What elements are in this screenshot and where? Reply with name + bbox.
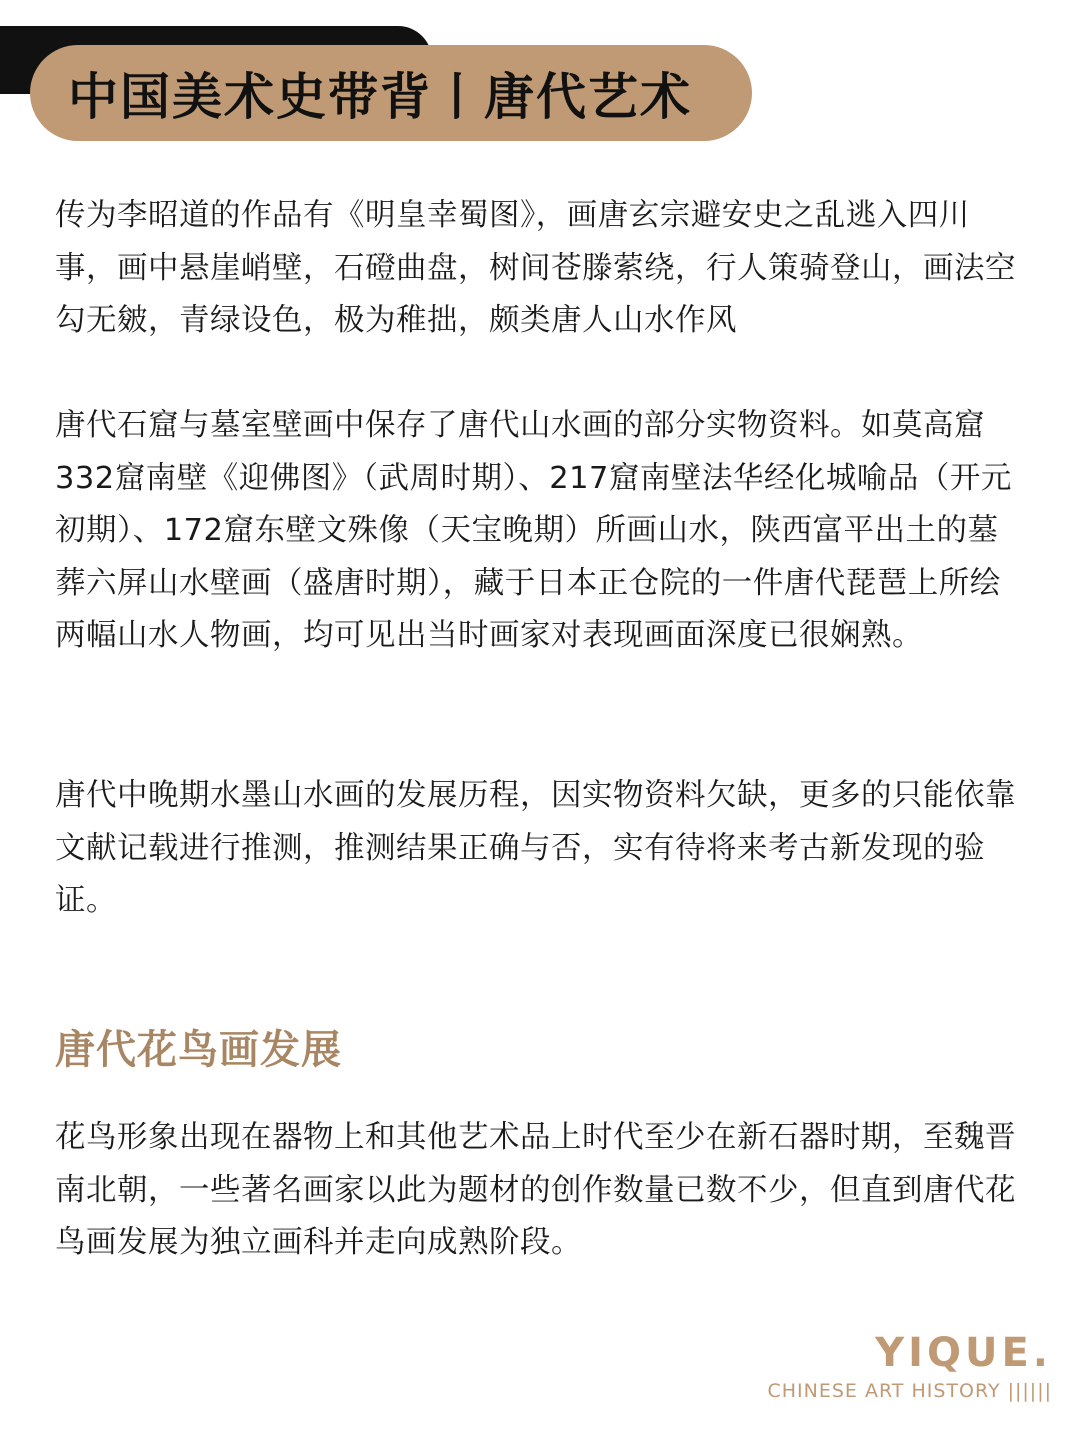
section-heading-bird-flower: 唐代花鸟画发展 xyxy=(55,1027,342,1073)
paragraph-ink-landscape: 唐代中晚期水墨山水画的发展历程，因实物资料欠缺，更多的只能依靠文献记载进行推测，推测结果正确与否，实有待将来考古新发现的验证。 xyxy=(55,778,1016,918)
title-banner xyxy=(30,45,752,141)
paragraph-bird-flower: 花鸟形象出现在器物上和其他艺术品上时代至少在新石器时期，至魏晋南北朝，一些著名画家以此为题材的创作数量已数不少，但直到唐代花鸟画发展为独立画科并走向成熟阶段。 xyxy=(55,1120,1016,1260)
brand-logo: YIQUE. xyxy=(875,1330,1052,1376)
paragraph-cave-murals: 唐代石窟与墓室壁画中保存了唐代山水画的部分实物资料。如莫高窟332窟南壁《迎佛图》（武周时期）、217窟南壁法华经化城喻品（开元初期）、172窟东壁文殊像（天宝晚期）所画山水，陕西富平出土的墓葬六屏山水壁画（盛唐时期），藏于日本正仓院的一件唐代琵琶上所绘两幅山水人物画，均可见出当时画家对表现画面深度已很娴熟。 xyxy=(55,408,1012,653)
page-title: 中国美术史带背丨唐代艺术 xyxy=(68,68,692,126)
brand-tagline: CHINESE ART HISTORY |||||| xyxy=(767,1380,1052,1402)
paragraph-li-zhaodao: 传为李昭道的作品有《明皇幸蜀图》，画唐玄宗避安史之乱逃入四川事，画中悬崖峭壁，石磴曲盘，树间苍滕萦绕，行人策骑登山，画法空勾无皴，青绿设色，极为稚拙，颇类唐人山水作风 xyxy=(55,198,1016,338)
